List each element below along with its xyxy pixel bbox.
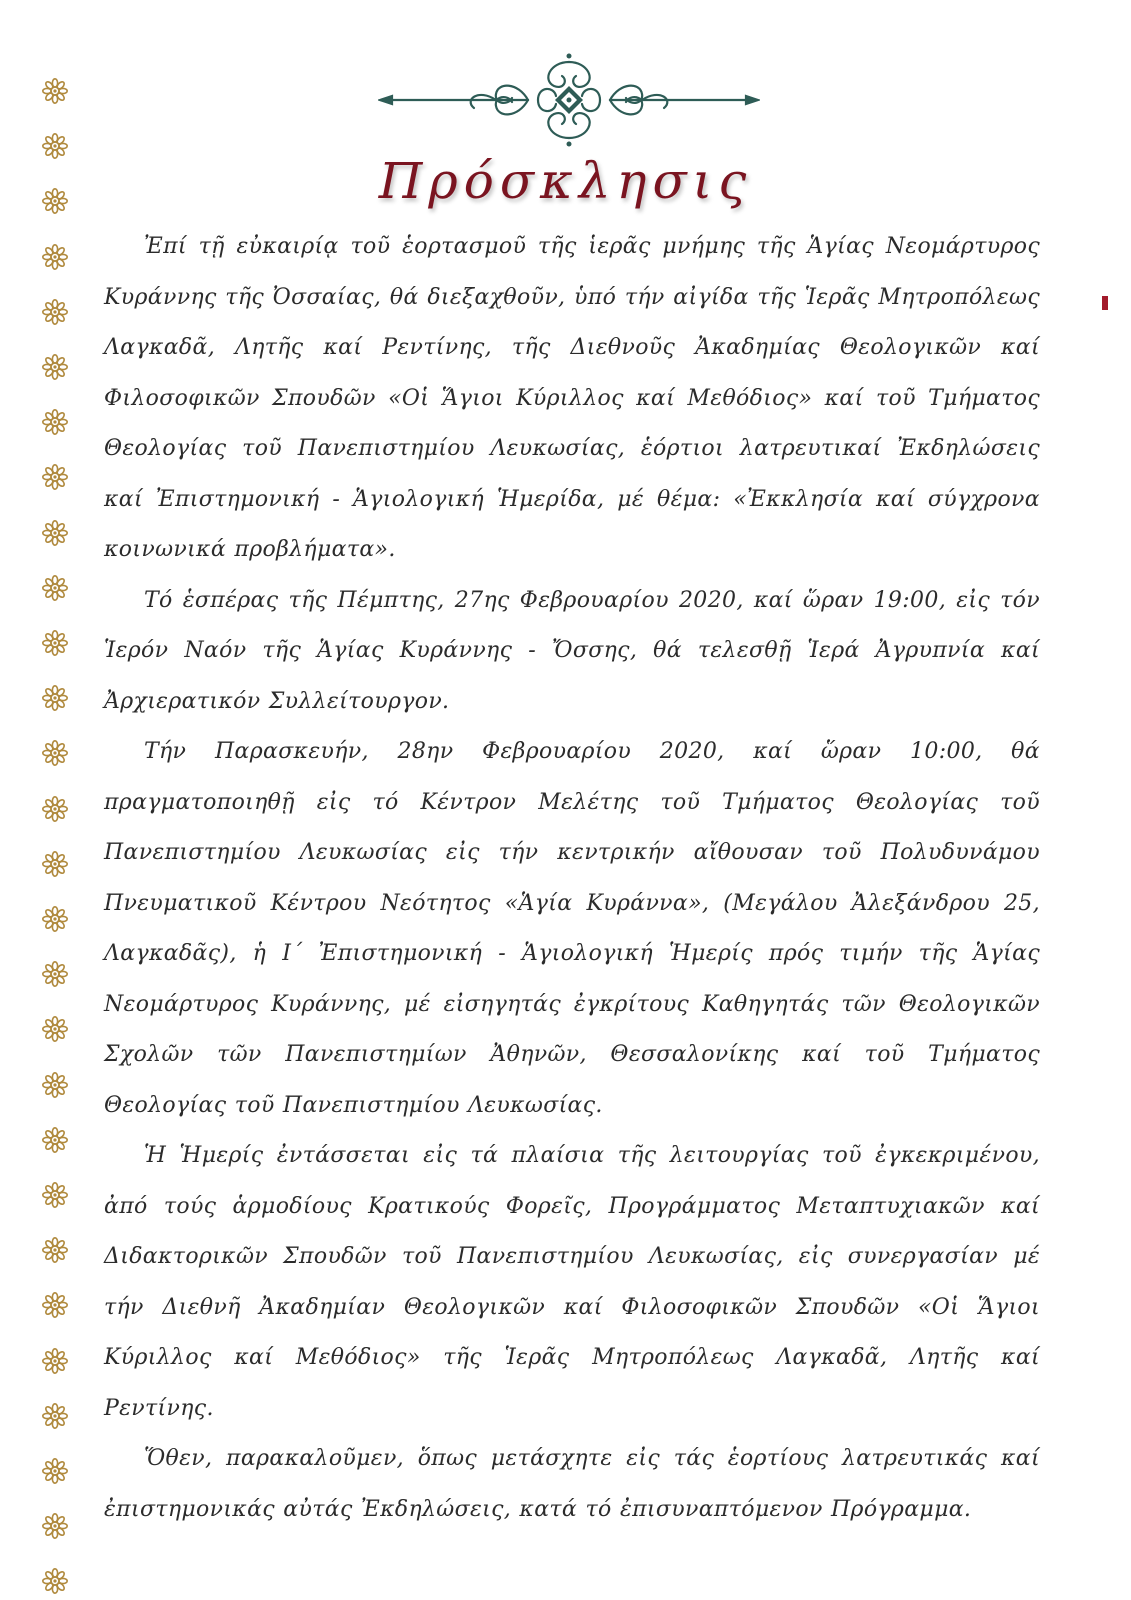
gold-flower-icon: [40, 1456, 70, 1486]
gold-flower-icon: [40, 1346, 70, 1376]
gold-flower-icon: [40, 352, 70, 382]
gold-flower-icon: [40, 76, 70, 106]
paragraph-closing: Ὅθεν, παρακαλοῦμεν, ὅπως μετάσχητε εἰς τάς ἑορτίους λατρευτικάς καί ἐπιστημονικάς αὐτάς Ἐκδηλώσεις, κατά τό ἐπισυναπτόμενον Πρόγραμμα.: [104, 1446, 1040, 1522]
document-title: Πρόσκλησις: [378, 152, 753, 210]
gold-flower-icon: [40, 1401, 70, 1431]
gold-flower-icon: [40, 407, 70, 437]
gold-flower-icon: [40, 959, 70, 989]
side-accent-mark: [1102, 296, 1108, 310]
gold-flower-icon: [40, 573, 70, 603]
scroll-ornament-icon: [378, 52, 760, 148]
paragraph-intro: Ἐπί τῇ εὐκαιρίᾳ τοῦ ἑορτασμοῦ τῆς ἱερᾶς μνήμης τῆς Ἁγίας Νεομάρτυρος Κυράννης τῆς Ὀσσαίας, θά διεξαχθοῦν, ὑπό τήν αἰγίδα τῆς Ἱερᾶς Μητροπόλεως Λαγκαδᾶ, Λητῆς καί Ρεντίνης, τῆς Διεθνοῦς Ἀκαδημίας Θεολογικῶν καί Φιλοσοφικῶν Σπουδῶν «Οἱ Ἅγιοι Κύριλλος καί Μεθόδιος» καί τοῦ Τμήματος Θεολογίας τοῦ Πανεπιστημίου Λευκωσίας, ἑόρτιοι λατρευτικαί Ἐκδηλώσεις καί Ἐπιστημονική - Ἁγιολογική Ἡμερίδα, μέ θέμα: «Ἐκκλησία καί σύγχρονα κοινωνικά προβλήματα».: [104, 234, 1040, 562]
gold-flower-icon: [40, 242, 70, 272]
paragraph-program: Ἡ Ἡμερίς ἐντάσσεται εἰς τά πλαίσια τῆς λειτουργίας τοῦ ἐγκεκριμένου, ἀπό τούς ἁρμοδίους Κρατικούς Φορεῖς, Προγράμματος Μεταπτυχιακῶν καί Διδακτορικῶν Σπουδῶν τοῦ Πανεπιστημίου Λευκωσίας, εἰς συνεργασίαν μέ τήν Διεθνῆ Ἀκαδημίαν Θεολογικῶν καί Φιλοσοφικῶν Σπουδῶν «Οἱ Ἅγιοι Κύριλλος καί Μεθόδιος» τῆς Ἱερᾶς Μητροπόλεως Λαγκαδᾶ, Λητῆς καί Ρεντίνης.: [104, 1143, 1040, 1421]
gold-flower-icon: [40, 518, 70, 548]
gold-flower-icon: [40, 1070, 70, 1100]
gold-flower-icon: [40, 1125, 70, 1155]
document-body: [104, 222, 1040, 1535]
gold-flower-icon: [40, 1180, 70, 1210]
gold-flower-icon: [40, 1511, 70, 1541]
gold-flower-icon: [40, 738, 70, 768]
gold-flower-icon: [40, 904, 70, 934]
gold-flower-icon: [40, 1235, 70, 1265]
gold-flower-icon: [40, 462, 70, 492]
gold-flower-icon: [40, 794, 70, 824]
gold-flower-icon: [40, 628, 70, 658]
paragraph-thursday: Τό ἑσπέρας τῆς Πέμπτης, 27ης Φεβρουαρίου 2020, καί ὥραν 19:00, εἰς τόν Ἱερόν Ναόν τῆς Ἁγίας Κυράννης - Ὄσσης, θά τελεσθῇ Ἱερά Ἀγρυπνία καί Ἀρχιερατικόν Συλλείτουργον.: [104, 587, 1040, 714]
gold-flower-icon: [40, 297, 70, 327]
gold-flower-icon: [40, 849, 70, 879]
gold-flower-icon: [40, 1014, 70, 1044]
gold-flower-icon: [40, 683, 70, 713]
gold-flower-icon: [40, 1290, 70, 1320]
gold-flower-icon: [40, 1566, 70, 1596]
paragraph-friday: Τήν Παρασκευήν, 28ην Φεβρουαρίου 2020, καί ὥραν 10:00, θά πραγματοποιηθῇ εἰς τό Κέντρον Μελέτης τοῦ Τμήματος Θεολογίας τοῦ Πανεπιστημίου Λευκωσίας εἰς τήν κεντρικήν αἴθουσαν τοῦ Πολυδυνάμου Πνευματικοῦ Κέντρου Νεότητος «Ἁγία Κυράννα», (Μεγάλου Ἀλεξάνδρου 25, Λαγκαδᾶς), ἡ Ι΄ Ἐπιστημονική - Ἁγιολογική Ἡμερίς πρός τιμήν τῆς Ἁγίας Νεομάρτυρος Κυράννης, μέ εἰσηγητάς ἐγκρίτους Καθηγητάς τῶν Θεολογικῶν Σχολῶν τῶν Πανεπιστημίων Ἀθηνῶν, Θεσσαλονίκης καί τοῦ Τμήματος Θεολογίας τοῦ Πανεπιστημίου Λευκωσίας.: [104, 739, 1040, 1118]
